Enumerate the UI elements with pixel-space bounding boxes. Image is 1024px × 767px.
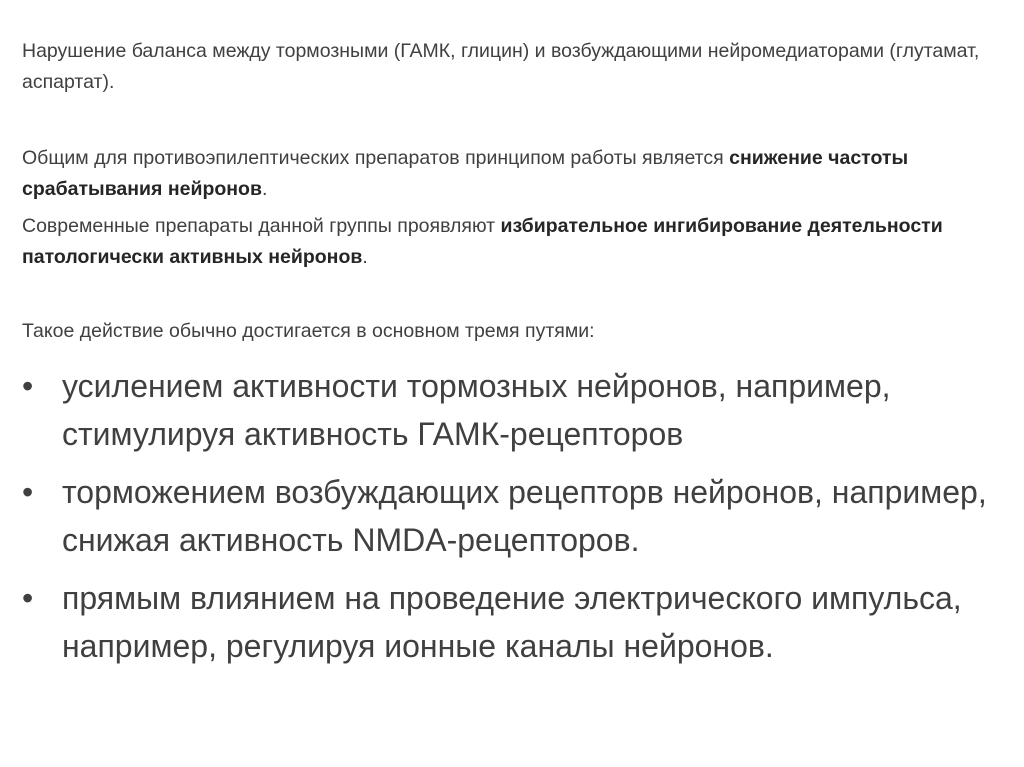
- paragraph-modern-drugs-bold: избирательное ингибирование деятельности патологически активных нейронов: [22, 215, 943, 268]
- bullet-text: усилением активности тормозных нейронов, например, стимулируя активность ГАМК-рецепторов: [62, 368, 891, 452]
- bullet-item-excitatory: [22, 468, 1012, 564]
- bullet-item-ion-channels: [22, 574, 1012, 670]
- bullet-item-inhibitory: [22, 362, 1012, 458]
- paragraph-common-principle: [22, 143, 1002, 205]
- paragraph-common-principle-end: .: [261, 178, 268, 200]
- paragraph-common-principle-text: Общим для противоэпилептических препаратов принципом работы является: [22, 147, 730, 169]
- paragraph-imbalance: [22, 36, 1002, 98]
- bullet-marker: •: [22, 580, 34, 616]
- paragraph-three-ways-text: Такое действие обычно достигается в основном тремя путями:: [22, 320, 595, 342]
- paragraph-modern-drugs-end: .: [362, 246, 368, 268]
- paragraph-three-ways: [22, 316, 1002, 347]
- paragraph-common-principle-bold: снижение частоты срабатывания нейронов: [22, 147, 909, 200]
- paragraph-modern-drugs-text: Современные препараты данной группы проявляют: [22, 215, 501, 237]
- bullet-list: [22, 362, 1012, 680]
- paragraph-imbalance-text: Нарушение баланса между тормозными (ГАМК, глицин) и возбуждающими нейромедиаторами (глутамат, аспартат).: [22, 40, 980, 93]
- bullet-marker: •: [22, 368, 34, 404]
- bullet-text: прямым влиянием на проведение электрического импульса, например, регулируя ионные каналы нейронов.: [62, 580, 962, 664]
- paragraph-modern-drugs: [22, 211, 1002, 273]
- bullet-marker: •: [22, 474, 34, 510]
- bullet-text: торможением возбуждающих рецепторв нейронов, например, снижая активность NMDA-рецепторов.: [62, 474, 987, 558]
